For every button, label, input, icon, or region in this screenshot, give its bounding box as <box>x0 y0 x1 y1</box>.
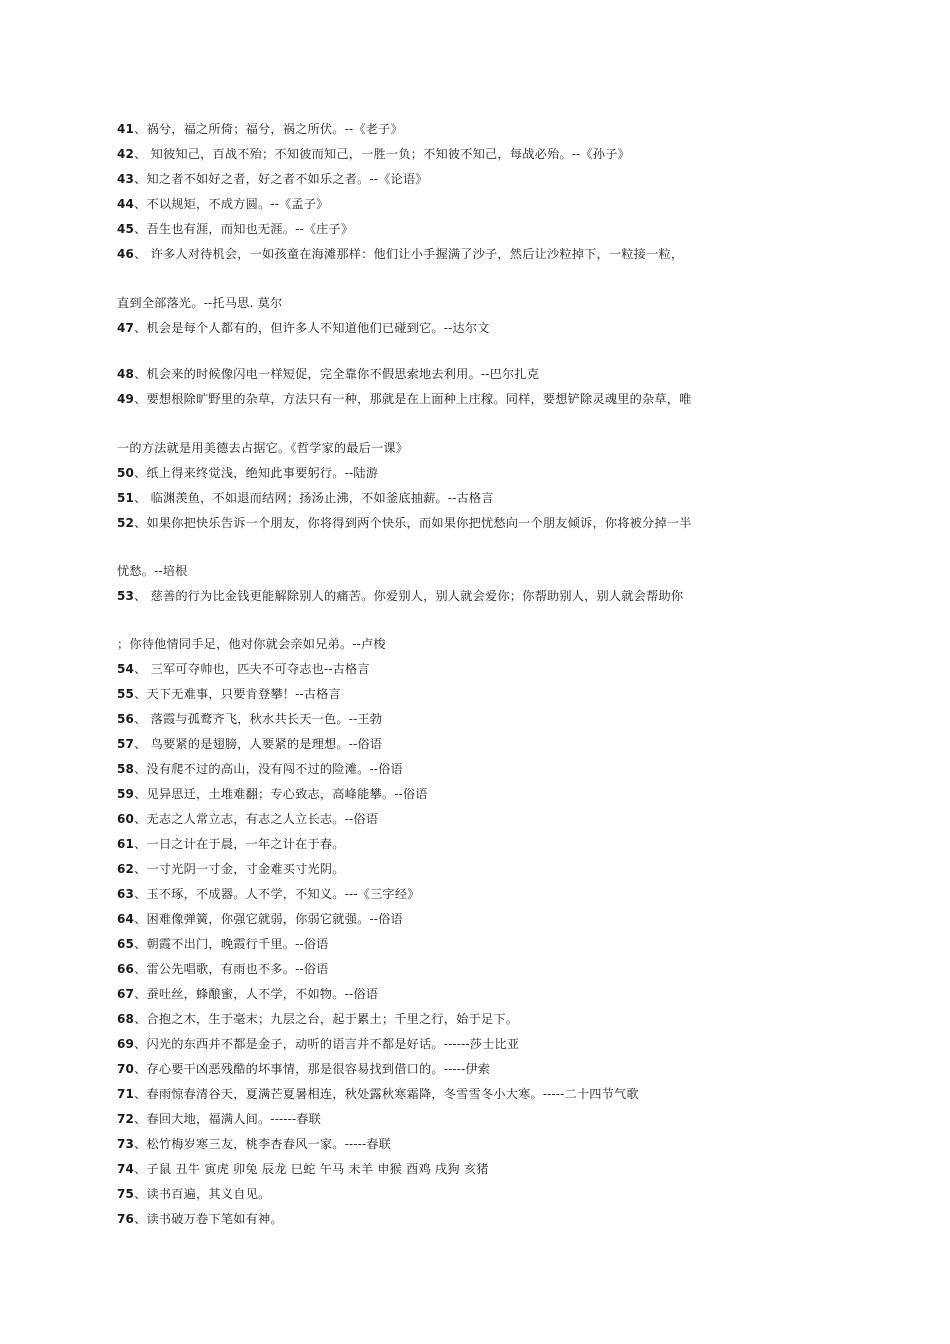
text-line <box>117 366 539 382</box>
text-line <box>117 736 382 752</box>
line-number: 59 <box>117 787 135 801</box>
text-line <box>117 490 494 506</box>
text-line <box>117 786 428 802</box>
text-line <box>117 836 345 852</box>
line-text: 、春回大地，福满人间。------春联 <box>134 1112 322 1126</box>
line-text: 、 临渊羡鱼，不如退而结网；扬汤止沸，不如釜底抽薪。--古格言 <box>134 491 494 505</box>
text-line <box>117 246 683 262</box>
text-line <box>117 171 428 187</box>
line-text: 、蚕吐丝，蜂酿蜜，人不学，不如物。--俗语 <box>134 987 379 1001</box>
text-line <box>117 861 345 877</box>
line-text: 、纸上得来终觉浅，绝知此事要躬行。--陆游 <box>134 466 379 480</box>
text-line <box>117 886 420 902</box>
line-number: 57 <box>117 737 135 751</box>
line-text: 、知之者不如好之者，好之者不如乐之者。--《论语》 <box>134 172 428 186</box>
text-line <box>117 961 329 977</box>
line-number: 68 <box>117 1012 135 1026</box>
line-text: 、机会来的时候像闪电一样短促，完全靠你不假思索地去利用。--巴尔扎克 <box>134 367 540 381</box>
line-number: 54 <box>117 662 135 676</box>
line-number: 73 <box>117 1137 135 1151</box>
line-text: 一的方法就是用美德去占据它。《哲学家的最后一课》 <box>117 441 409 455</box>
line-number: 70 <box>117 1062 135 1076</box>
line-number: 64 <box>117 912 135 926</box>
line-text: 、如果你把快乐告诉一个朋友，你将得到两个快乐，而如果你把忧愁向一个朋友倾诉，你将被分掉一半 <box>134 516 692 530</box>
line-number: 51 <box>117 491 135 505</box>
text-line <box>117 320 490 336</box>
line-number: 45 <box>117 222 135 236</box>
line-text: 、春雨惊春清谷天，夏满芒夏暑相连，秋处露秋寒霜降，冬雪雪冬小大寒。-----二十四节气歌 <box>134 1087 639 1101</box>
line-text: 、雷公先唱歌，有雨也不多。--俗语 <box>134 962 329 976</box>
text-line <box>117 686 341 702</box>
text-line <box>117 295 282 311</box>
text-line <box>117 1111 321 1127</box>
line-text: 、读书破万卷下笔如有神。 <box>134 1212 283 1226</box>
line-text: 、祸兮，福之所倚；福兮，祸之所伏。--《老子》 <box>134 122 403 136</box>
text-line <box>117 1011 518 1027</box>
line-number: 44 <box>117 197 135 211</box>
line-text: 、天下无难事，只要肯登攀！--古格言 <box>134 687 341 701</box>
line-number: 47 <box>117 321 135 335</box>
text-line <box>117 391 692 407</box>
text-line <box>117 711 382 727</box>
line-text: 、松竹梅岁寒三友，桃李杏春风一家。-----春联 <box>134 1137 392 1151</box>
line-number: 52 <box>117 516 135 530</box>
text-line <box>117 1136 391 1152</box>
line-text: 直到全部落光。--托马思. 莫尔 <box>117 296 283 310</box>
line-number: 42 <box>117 147 135 161</box>
text-line <box>117 936 329 952</box>
line-number: 56 <box>117 712 135 726</box>
text-line <box>117 1036 519 1052</box>
text-line <box>117 636 386 652</box>
line-text: 、没有爬不过的高山，没有闯不过的险滩。--俗语 <box>134 762 403 776</box>
line-number: 72 <box>117 1112 135 1126</box>
line-text: 、朝霞不出门，晚霞行千里。--俗语 <box>134 937 329 951</box>
line-number: 62 <box>117 862 135 876</box>
line-text: 、吾生也有涯，而知也无涯。--《庄子》 <box>134 222 354 236</box>
line-text: 、 鸟要紧的是翅膀，人要紧的是理想。--俗语 <box>134 737 383 751</box>
line-number: 63 <box>117 887 135 901</box>
line-number: 50 <box>117 466 135 480</box>
line-number: 67 <box>117 987 135 1001</box>
line-text: 、 知彼知己，百战不殆；不知彼而知己，一胜一负；不知彼不知己，每战必殆。--《孙子》 <box>134 147 630 161</box>
text-line <box>117 911 403 927</box>
line-number: 65 <box>117 937 135 951</box>
text-line <box>117 440 408 456</box>
text-line <box>117 1186 270 1202</box>
line-text: 、存心要干凶恶残酷的坏事情，那是很容易找到借口的。-----伊索 <box>134 1062 491 1076</box>
text-line <box>117 465 378 481</box>
line-number: 76 <box>117 1212 135 1226</box>
line-number: 41 <box>117 122 135 136</box>
line-text: 、玉不琢，不成器。人不学，不知义。---《三字经》 <box>134 887 420 901</box>
line-number: 58 <box>117 762 135 776</box>
line-number: 49 <box>117 392 135 406</box>
line-text: 、无志之人常立志，有志之人立长志。--俗语 <box>134 812 379 826</box>
text-line <box>117 761 403 777</box>
line-number: 46 <box>117 247 135 261</box>
line-text: 、一寸光阴一寸金，寸金难买寸光阴。 <box>134 862 345 876</box>
line-text: 、要想根除旷野里的杂草，方法只有一种，那就是在上面种上庄稼。同样，要想铲除灵魂里的杂草，唯 <box>134 392 692 406</box>
text-line <box>117 515 692 531</box>
line-number: 43 <box>117 172 135 186</box>
text-line <box>117 588 683 604</box>
text-line <box>117 1161 489 1177</box>
line-text: 、 落霞与孤鹜齐飞，秋水共长天一色。--王勃 <box>134 712 383 726</box>
text-line <box>117 811 378 827</box>
line-text: 、 慈善的行为比金钱更能解除别人的痛苦。你爱别人，别人就会爱你；你帮助别人，别人就会帮助你 <box>134 589 684 603</box>
text-line <box>117 1086 639 1102</box>
line-text: 、子鼠 丑牛 寅虎 卯兔 辰龙 巳蛇 午马 未羊 申猴 酉鸡 戌狗 亥猪 <box>134 1162 489 1176</box>
text-line <box>117 221 353 237</box>
text-line <box>117 196 329 212</box>
line-number: 66 <box>117 962 135 976</box>
line-text: 、 三军可夺帅也，匹夫不可夺志也--古格言 <box>134 662 370 676</box>
text-line <box>117 563 188 579</box>
text-line <box>117 661 370 677</box>
line-text: 、读书百遍，其义自见。 <box>134 1187 271 1201</box>
line-text: 、不以规矩，不成方圆。--《孟子》 <box>134 197 329 211</box>
line-text: 、机会是每个人都有的，但许多人不知道他们已碰到它。--达尔文 <box>134 321 490 335</box>
line-text: 、见异思迁，土堆难翻；专心致志，高峰能攀。--俗语 <box>134 787 428 801</box>
line-number: 60 <box>117 812 135 826</box>
line-number: 53 <box>117 589 135 603</box>
text-line <box>117 986 378 1002</box>
line-text: 、一日之计在于晨，一年之计在于春。 <box>134 837 345 851</box>
text-line <box>117 1211 283 1227</box>
line-number: 74 <box>117 1162 135 1176</box>
line-number: 48 <box>117 367 135 381</box>
line-number: 55 <box>117 687 135 701</box>
line-text: 、合抱之木，生于毫末；九层之台，起于累土；千里之行，始于足下。 <box>134 1012 519 1026</box>
line-text: 忧愁。--培根 <box>117 564 188 578</box>
line-text: 、 许多人对待机会，一如孩童在海滩那样：他们让小手握满了沙子，然后让沙粒掉下，一粒接一粒， <box>134 247 684 261</box>
line-text: ；你待他情同手足，他对你就会亲如兄弟。--卢梭 <box>117 637 386 651</box>
text-line <box>117 1061 490 1077</box>
line-number: 61 <box>117 837 135 851</box>
line-text: 、闪光的东西并不都是金子，动听的语言并不都是好话。------莎士比亚 <box>134 1037 520 1051</box>
line-text: 、困难像弹簧，你强它就弱，你弱它就强。--俗语 <box>134 912 403 926</box>
text-line <box>117 146 630 162</box>
line-number: 75 <box>117 1187 135 1201</box>
line-number: 71 <box>117 1087 135 1101</box>
line-number: 69 <box>117 1037 135 1051</box>
text-line <box>117 121 403 137</box>
